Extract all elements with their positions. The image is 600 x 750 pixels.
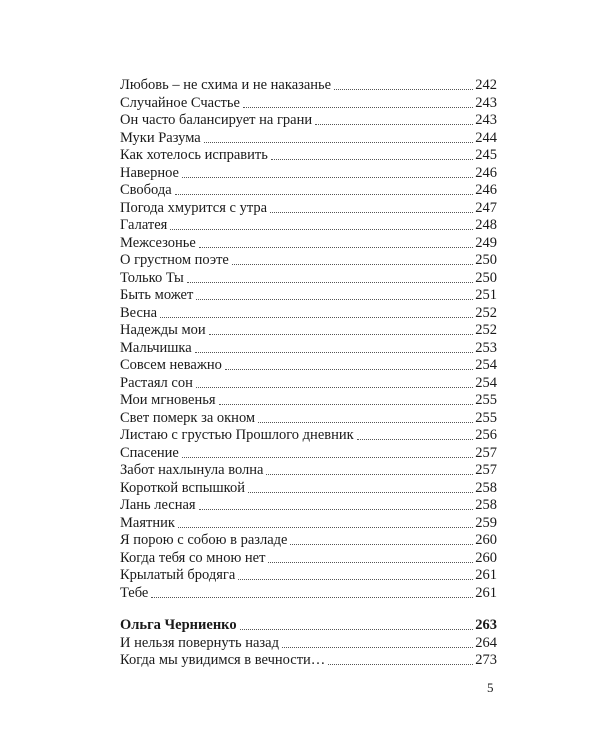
- toc-entry-title: Когда тебя со мною нет: [120, 549, 266, 566]
- toc-entry-title: Весна: [120, 304, 158, 321]
- toc-entry-title: Короткой вспышкой: [120, 479, 245, 496]
- toc-entry[interactable]: [120, 95, 497, 113]
- dot-leader: [219, 404, 474, 405]
- toc-entry-page: 243: [475, 112, 497, 128]
- toc-entry-page: 246: [475, 164, 497, 181]
- toc-entry-page: 248: [475, 217, 497, 233]
- dot-leader: [266, 474, 473, 475]
- dot-leader: [195, 352, 474, 353]
- toc-entry-page: 260: [475, 549, 497, 566]
- toc-entry[interactable]: [120, 322, 497, 340]
- dot-leader: [178, 527, 473, 528]
- toc-entry[interactable]: [120, 340, 497, 358]
- toc-entry-title: Когда мы увидимся в вечности…: [120, 652, 326, 668]
- toc-entry-title: Наверное: [120, 164, 179, 181]
- dot-leader: [268, 562, 473, 563]
- toc-entry-page: 261: [475, 584, 497, 601]
- toc-entry-page: 253: [475, 339, 497, 356]
- dot-leader: [258, 422, 473, 423]
- page-number: 5: [487, 680, 494, 695]
- toc-entry-page: 257: [475, 462, 497, 478]
- dot-leader: [240, 629, 474, 630]
- toc-entry-page: 254: [475, 374, 497, 391]
- dot-leader: [187, 282, 474, 283]
- toc-entry[interactable]: [120, 462, 497, 480]
- dot-leader: [182, 457, 473, 458]
- toc-entry[interactable]: [120, 200, 497, 218]
- toc-entry[interactable]: [120, 77, 497, 95]
- toc-entry[interactable]: [120, 497, 497, 515]
- toc-entry-page: 261: [475, 567, 497, 583]
- toc-entry[interactable]: [120, 375, 497, 393]
- toc-entry-title: Надежды мои: [120, 322, 206, 338]
- dot-leader: [271, 159, 473, 160]
- toc-entry[interactable]: [120, 515, 497, 533]
- toc-entry-title: Мои мгновенья: [120, 392, 216, 408]
- toc-entry-page: 249: [475, 234, 497, 251]
- toc-entry[interactable]: [120, 217, 497, 235]
- toc-entry-page: 255: [475, 392, 497, 408]
- toc-entry[interactable]: [120, 147, 497, 165]
- dot-leader: [199, 247, 473, 248]
- dot-leader: [175, 194, 474, 195]
- toc-entry[interactable]: [120, 287, 497, 305]
- dot-leader: [328, 664, 473, 665]
- toc-entry-page: 252: [475, 322, 497, 338]
- toc-entry-title: Мальчишка: [120, 339, 192, 356]
- toc-entry-title: О грустном поэте: [120, 252, 229, 268]
- toc-entry[interactable]: [120, 165, 497, 183]
- toc-entry-page: 256: [475, 427, 497, 443]
- toc-entry-title: Случайное Счастье: [120, 94, 240, 111]
- toc-entry[interactable]: [120, 635, 497, 653]
- toc-entry-title: Только Ты: [120, 269, 184, 286]
- toc-entry[interactable]: [120, 652, 497, 670]
- toc-entry[interactable]: [120, 550, 497, 568]
- toc-entry-title: Как хотелось исправить: [120, 147, 268, 163]
- toc-entry-title: Забот нахлынула волна: [120, 462, 264, 478]
- toc-entry[interactable]: [120, 112, 497, 130]
- toc-entry[interactable]: [120, 270, 497, 288]
- toc-entry[interactable]: [120, 480, 497, 498]
- toc-entry-page: 258: [475, 497, 497, 513]
- toc-entry[interactable]: [120, 532, 497, 550]
- toc-entry[interactable]: [120, 410, 497, 428]
- toc-entry[interactable]: [120, 182, 497, 200]
- toc-entry[interactable]: [120, 252, 497, 270]
- toc-entry-title: И нельзя повернуть назад: [120, 634, 279, 651]
- toc-entry-title: Крылатый бродяга: [120, 567, 236, 583]
- dot-leader: [151, 597, 473, 598]
- toc-entry-page: 245: [475, 147, 497, 163]
- toc-entry-title: Свобода: [120, 182, 172, 198]
- toc-entry-page: 252: [475, 304, 497, 321]
- toc-entry[interactable]: [120, 392, 497, 410]
- toc-entry-page: 251: [475, 287, 497, 303]
- dot-leader: [204, 142, 474, 143]
- toc-entry-title: Любовь – не схима и не наказанье: [120, 77, 332, 93]
- toc-entry-title: Маятник: [120, 514, 175, 531]
- toc-author-entry[interactable]: [120, 617, 497, 635]
- toc-entry-title: Свет померк за окном: [120, 409, 256, 426]
- toc-entry[interactable]: [120, 567, 497, 585]
- dot-leader: [182, 177, 473, 178]
- toc-entry-page: 260: [475, 532, 497, 548]
- toc-entry-page: 246: [475, 182, 497, 198]
- dot-leader: [170, 229, 473, 230]
- toc-section-2: [120, 635, 497, 670]
- table-of-contents: [120, 77, 497, 670]
- dot-leader: [196, 387, 473, 388]
- dot-leader: [209, 334, 474, 335]
- dot-leader: [270, 212, 473, 213]
- section-gap: [120, 602, 497, 617]
- dot-leader: [232, 264, 473, 265]
- dot-leader: [160, 317, 473, 318]
- toc-entry[interactable]: [120, 445, 497, 463]
- toc-entry-page: 250: [475, 269, 497, 286]
- toc-entry[interactable]: [120, 305, 497, 323]
- toc-entry-title: Листаю с грустью Прошлого дневник: [120, 427, 354, 443]
- toc-entry-title: Он часто балансирует на грани: [120, 112, 313, 128]
- dot-leader: [290, 544, 473, 545]
- dot-leader: [282, 647, 473, 648]
- dot-leader: [238, 579, 473, 580]
- toc-entry-title: Совсем неважно: [120, 357, 222, 373]
- toc-entry-page: 254: [475, 357, 497, 373]
- toc-entry-page: 258: [475, 479, 497, 496]
- toc-entry-title: Быть может: [120, 287, 194, 303]
- dot-leader: [248, 492, 473, 493]
- toc-entry-page: 255: [475, 409, 497, 426]
- toc-entry[interactable]: [120, 427, 497, 445]
- dot-leader: [199, 509, 474, 510]
- toc-entry-title: Межсезонье: [120, 234, 196, 251]
- toc-entry-title: Я порою с собою в разладе: [120, 532, 288, 548]
- toc-entry-title: Муки Разума: [120, 129, 201, 146]
- toc-entry[interactable]: [120, 235, 497, 253]
- toc-entry-page: 273: [475, 652, 497, 668]
- toc-author-title: Ольга Черниенко: [120, 617, 237, 633]
- dot-leader: [243, 107, 473, 108]
- toc-entry-page: 250: [475, 252, 497, 268]
- toc-entry-title: Погода хмурится с утра: [120, 199, 268, 216]
- toc-entry[interactable]: [120, 130, 497, 148]
- toc-entry[interactable]: [120, 585, 497, 603]
- toc-entry-page: 257: [475, 444, 497, 461]
- toc-entry-page: 247: [475, 199, 497, 216]
- dot-leader: [357, 439, 474, 440]
- toc-entry[interactable]: [120, 357, 497, 375]
- dot-leader: [315, 124, 473, 125]
- toc-entry-page: 243: [475, 94, 497, 111]
- toc-entry-page: 259: [475, 514, 497, 531]
- dot-leader: [225, 369, 473, 370]
- toc-section-1: [120, 77, 497, 602]
- dot-leader: [196, 299, 473, 300]
- toc-entry-page: 264: [475, 634, 497, 651]
- toc-entry-page: 242: [475, 77, 497, 93]
- toc-entry-title: Растаял сон: [120, 374, 193, 391]
- toc-entry-title: Галатея: [120, 217, 168, 233]
- toc-entry-page: 244: [475, 129, 497, 146]
- toc-author-page: 263: [475, 617, 497, 633]
- dot-leader: [334, 89, 473, 90]
- toc-entry-title: Спасение: [120, 444, 179, 461]
- toc-entry-title: Тебе: [120, 584, 149, 601]
- toc-entry-title: Лань лесная: [120, 497, 196, 513]
